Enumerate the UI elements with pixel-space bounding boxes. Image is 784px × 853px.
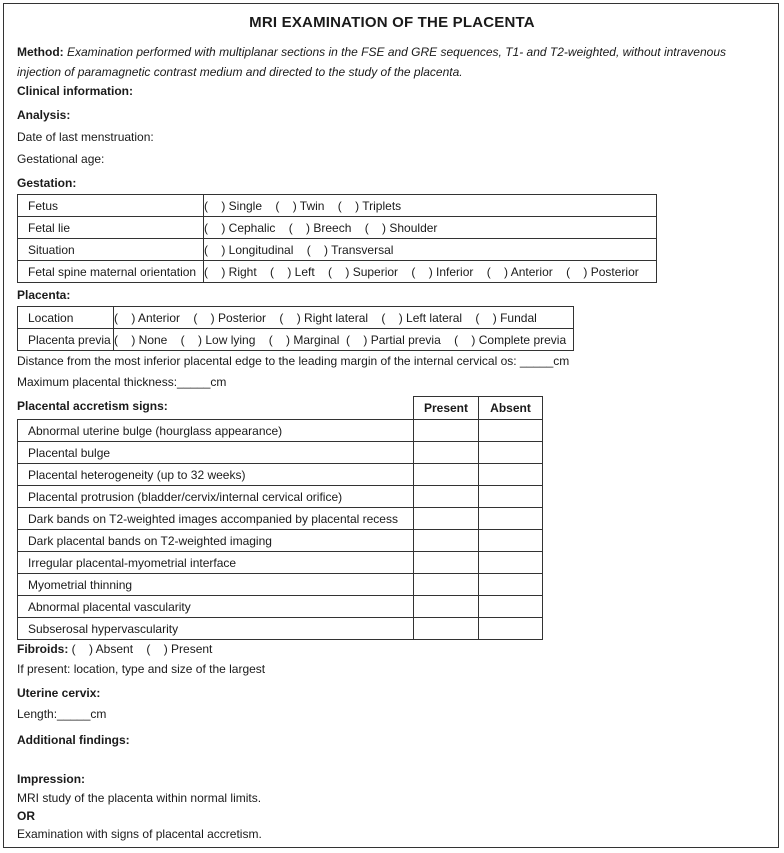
table-row — [18, 195, 657, 217]
gestation-row-label: Situation — [18, 239, 204, 261]
accretism-table — [17, 396, 543, 640]
placenta-row-options: ( ) None ( ) Low lying ( ) Marginal ( ) Partial previa ( ) Complete previa — [114, 329, 574, 351]
method-text: Examination performed with multiplanar sections in the FSE and GRE sequences, T1- and T2-weighted, without intravenous injection of paramagnetic contrast medium and directed to the study of the placenta. — [17, 45, 727, 79]
placenta-row-label: Location — [18, 307, 114, 329]
placenta-table — [17, 306, 574, 351]
present-cell[interactable] — [414, 464, 479, 486]
accretism-sign: Irregular placental-myometrial interface — [18, 552, 414, 574]
present-cell[interactable] — [414, 596, 479, 618]
table-row — [18, 552, 543, 574]
table-row — [18, 420, 543, 442]
fibroids-label: Fibroids: — [17, 642, 69, 656]
present-cell[interactable] — [414, 552, 479, 574]
table-row — [18, 596, 543, 618]
table-row — [18, 442, 543, 464]
thickness-field: Maximum placental thickness:_____cm — [17, 375, 227, 389]
present-cell[interactable] — [414, 530, 479, 552]
gestation-table — [17, 194, 657, 283]
absent-cell[interactable] — [479, 486, 543, 508]
fibroids-line — [17, 642, 212, 656]
gestation-row-label: Fetal spine maternal orientation — [18, 261, 204, 283]
accretism-sign: Abnormal uterine bulge (hourglass appearance) — [18, 420, 414, 442]
cervix-length-field: Length:_____cm — [17, 707, 107, 721]
gestation-row-options: ( ) Single ( ) Twin ( ) Triplets — [204, 195, 657, 217]
present-column-header: Present — [414, 397, 479, 420]
gestation-row-options: ( ) Cephalic ( ) Breech ( ) Shoulder — [204, 217, 657, 239]
accretism-sign: Placental heterogeneity (up to 32 weeks) — [18, 464, 414, 486]
analysis-heading: Analysis: — [17, 108, 71, 122]
gestation-row-options: ( ) Longitudinal ( ) Transversal — [204, 239, 657, 261]
clinical-information-heading: Clinical information: — [17, 84, 134, 98]
last-menstruation-field: Date of last menstruation: — [17, 130, 154, 144]
impression-heading: Impression: — [17, 772, 86, 786]
gestation-row-label: Fetal lie — [18, 217, 204, 239]
placenta-row-options: ( ) Anterior ( ) Posterior ( ) Right lateral ( ) Left lateral ( ) Fundal — [114, 307, 574, 329]
gestation-row-label: Fetus — [18, 195, 204, 217]
present-cell[interactable] — [414, 442, 479, 464]
accretism-sign: Subserosal hypervascularity — [18, 618, 414, 640]
additional-findings-heading: Additional findings: — [17, 733, 130, 747]
fibroids-details: If present: location, type and size of the largest — [17, 662, 266, 676]
absent-cell[interactable] — [479, 508, 543, 530]
present-cell[interactable] — [414, 574, 479, 596]
page-title: MRI EXAMINATION OF THE PLACENTA — [249, 14, 535, 31]
method-paragraph — [17, 42, 769, 82]
table-row — [18, 239, 657, 261]
absent-cell[interactable] — [479, 552, 543, 574]
table-row — [18, 530, 543, 552]
table-row — [18, 618, 543, 640]
accretism-sign: Placental bulge — [18, 442, 414, 464]
present-cell[interactable] — [414, 486, 479, 508]
absent-cell[interactable] — [479, 618, 543, 640]
placenta-row-label: Placenta previa — [18, 329, 114, 351]
absent-cell[interactable] — [479, 596, 543, 618]
impression-normal: MRI study of the placenta within normal limits. — [17, 791, 262, 805]
present-cell[interactable] — [414, 420, 479, 442]
accretism-sign: Dark placental bands on T2-weighted imaging — [18, 530, 414, 552]
present-cell[interactable] — [414, 618, 479, 640]
table-row — [18, 307, 574, 329]
absent-column-header: Absent — [479, 397, 543, 420]
accretism-sign: Placental protrusion (bladder/cervix/internal cervical orifice) — [18, 486, 414, 508]
method-label: Method: — [17, 45, 64, 59]
table-row — [18, 574, 543, 596]
gestation-row-options: ( ) Right ( ) Left ( ) Superior ( ) Inferior ( ) Anterior ( ) Posterior — [204, 261, 657, 283]
absent-cell[interactable] — [479, 420, 543, 442]
table-row — [18, 508, 543, 530]
table-row — [18, 486, 543, 508]
table-row — [18, 217, 657, 239]
gestational-age-field: Gestational age: — [17, 152, 105, 166]
present-cell[interactable] — [414, 508, 479, 530]
table-row — [18, 261, 657, 283]
absent-cell[interactable] — [479, 442, 543, 464]
fibroids-options: ( ) Absent ( ) Present — [71, 642, 213, 656]
absent-cell[interactable] — [479, 530, 543, 552]
absent-cell[interactable] — [479, 574, 543, 596]
table-header-row — [18, 397, 543, 420]
accretism-sign: Abnormal placental vascularity — [18, 596, 414, 618]
placenta-heading: Placenta: — [17, 288, 71, 302]
table-row — [18, 329, 574, 351]
gestation-heading: Gestation: — [17, 176, 77, 190]
accretism-heading: Placental accretism signs: — [17, 399, 168, 413]
or-separator: OR — [17, 809, 35, 823]
accretism-sign: Myometrial thinning — [18, 574, 414, 596]
uterine-cervix-heading: Uterine cervix: — [17, 686, 101, 700]
absent-cell[interactable] — [479, 464, 543, 486]
distance-field: Distance from the most inferior placental edge to the leading margin of the internal cervical os: _____cm — [17, 354, 570, 368]
table-row — [18, 464, 543, 486]
impression-accretism: Examination with signs of placental accretism. — [17, 827, 262, 841]
accretism-sign: Dark bands on T2-weighted images accompanied by placental recess — [18, 508, 414, 530]
